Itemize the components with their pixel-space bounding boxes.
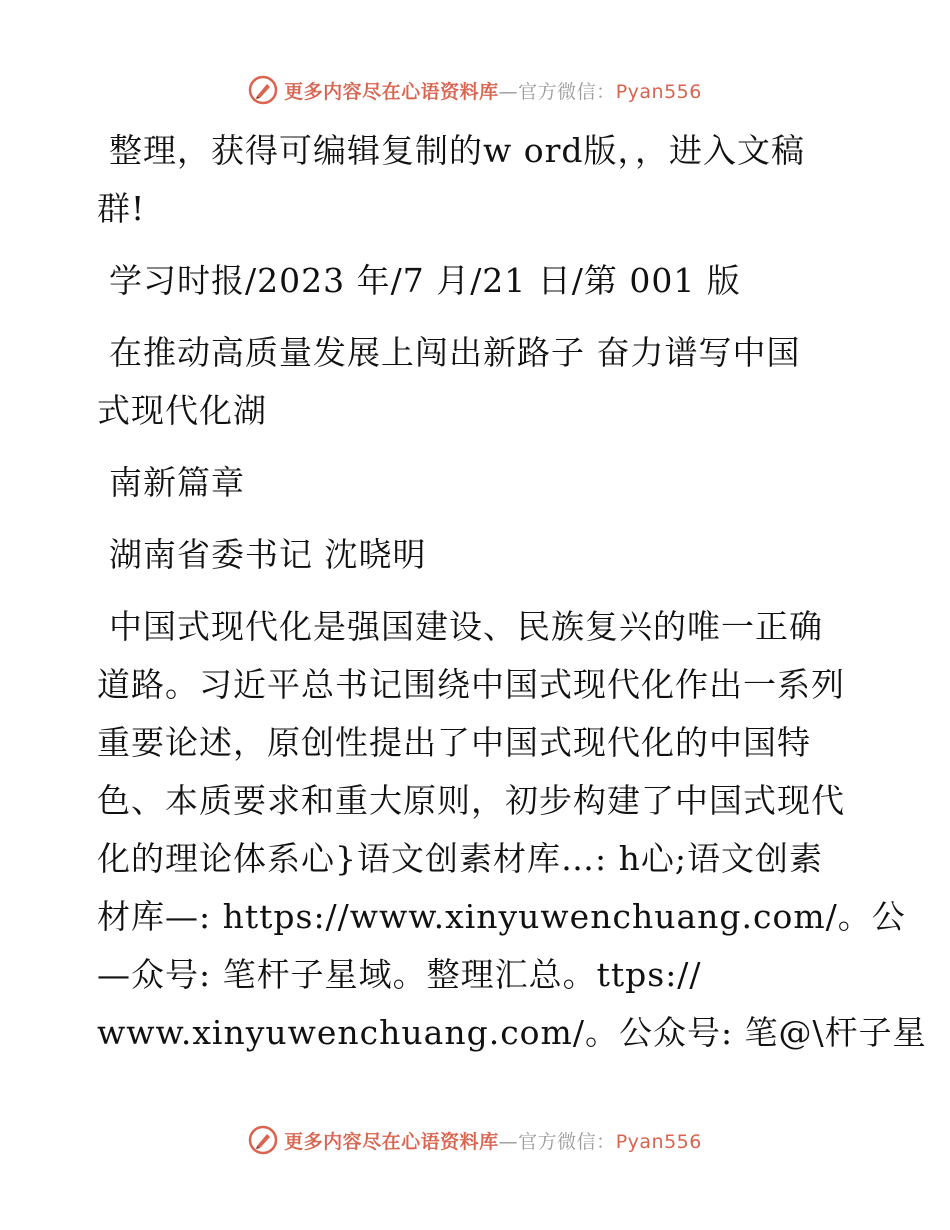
banner-wechat-id: Pyan556 bbox=[615, 1130, 702, 1153]
paragraph-line: 道路。习近平总书记围绕中国式现代化作出一系列 bbox=[97, 665, 845, 704]
banner-main-text: 更多内容尽在心语资料库 bbox=[284, 1130, 499, 1153]
paragraph-line: 化的理论体系心}语文创素材库…: h心;语文创素 bbox=[97, 839, 823, 878]
banner-wechat-id: Pyan556 bbox=[615, 80, 702, 103]
banner-main-text: 更多内容尽在心语资料库 bbox=[284, 80, 499, 103]
banner-separator: — bbox=[498, 80, 519, 103]
issue-info: 学习时报/2023 年/7 月/21 日/第 001 版 bbox=[109, 261, 741, 300]
banner-text bbox=[284, 77, 702, 104]
article-title: 式现代化湖 bbox=[97, 391, 267, 430]
paragraph-line: www.xinyuwenchuang.com/。公众号: 笔@\杆子星 bbox=[97, 1013, 927, 1052]
article-title: 在推动高质量发展上闯出新路子 奋力谱写中国 bbox=[109, 333, 801, 372]
paragraph-line: 材库—: https://www.xinyuwenchuang.com/。公 bbox=[97, 897, 906, 936]
paragraph-line: 重要论述，原创性提出了中国式现代化的中国特 bbox=[97, 723, 811, 762]
body-line: 群! bbox=[97, 189, 146, 228]
header-banner bbox=[0, 70, 950, 110]
article-title: 南新篇章 bbox=[109, 463, 245, 502]
pen-nib-logo-icon bbox=[248, 75, 278, 105]
body-line: 整理，获得可编辑复制的w ord版，，进入文稿 bbox=[109, 131, 806, 170]
paragraph-line: 色、本质要求和重大原则，初步构建了中国式现代 bbox=[97, 781, 845, 820]
paragraph-line: 中国式现代化是强国建设、民族复兴的唯一正确 bbox=[109, 607, 823, 646]
banner-separator: — bbox=[498, 1130, 519, 1153]
author-line: 湖南省委书记 沈晓明 bbox=[109, 535, 427, 574]
paragraph-line: —众号: 笔杆子星域。整理汇总。ttps:// bbox=[97, 955, 702, 994]
banner-text bbox=[284, 1127, 702, 1154]
document-body bbox=[97, 122, 927, 1062]
footer-banner bbox=[0, 1120, 950, 1160]
banner-wechat-label: 官方微信： bbox=[518, 1130, 616, 1153]
pen-nib-logo-icon bbox=[248, 1125, 278, 1155]
banner-wechat-label: 官方微信： bbox=[518, 80, 616, 103]
